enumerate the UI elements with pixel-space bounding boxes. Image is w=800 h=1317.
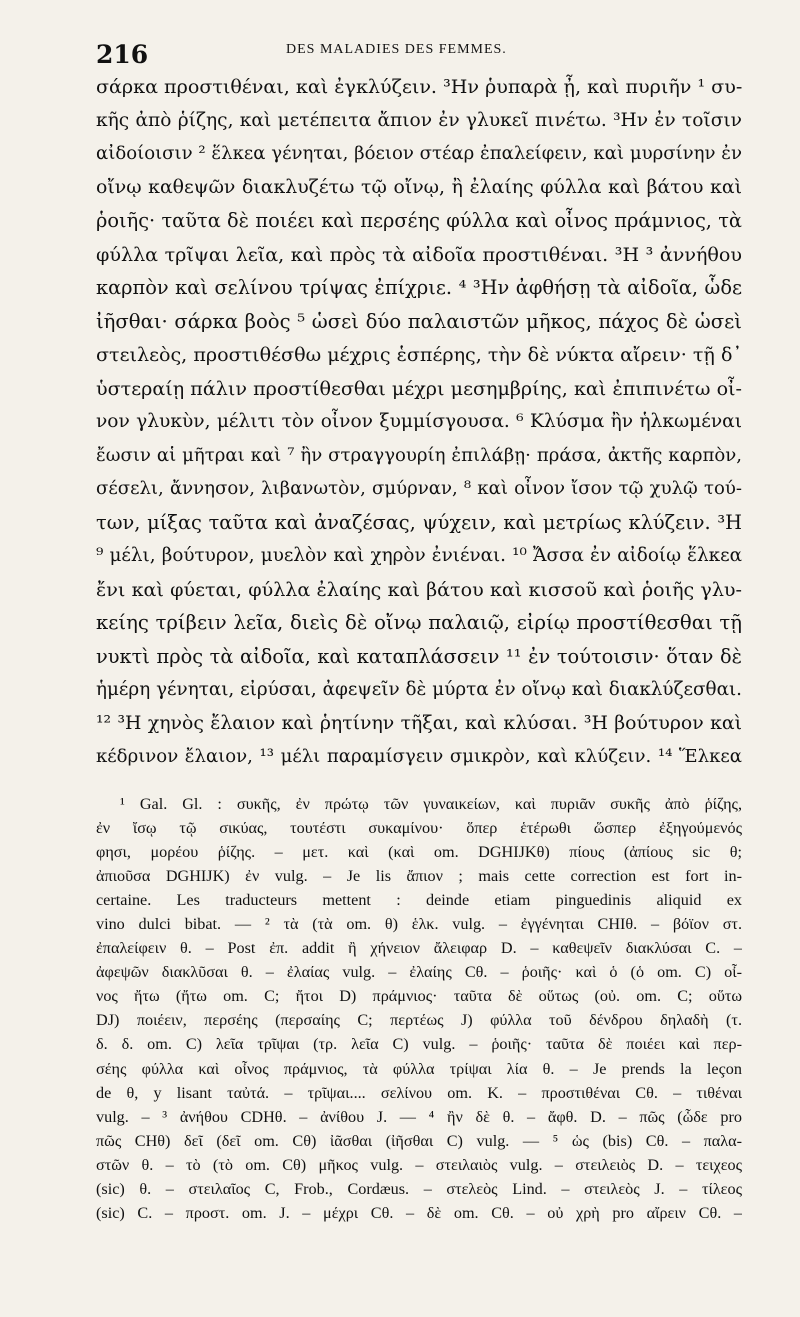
text-line: ⁹ μέλι, βούτυρον, μυελὸν καὶ χηρὸν ἐνιέναι. ¹⁰ Ἄσσα ἐν αἰδοίῳ ἕλκεα: [96, 545, 742, 566]
text-line: σέσελι, ἄννησον, λιβανωτὸν, σμύρναν, ⁸ καὶ οἶνον ἴσον τῷ χυλῷ τού-: [96, 478, 742, 499]
footnote-line: de θ, y lisant ταὐτά. – τρῖψαι.... σελίνου om. K. – προστιθέναι Cθ. – τιθέναι: [96, 1083, 742, 1102]
text-line: φύλλα τρῖψαι λεῖα, καὶ πρὸς τὰ αἰδοῖα προστιθέναι. ³Η ³ ἀννήθου: [96, 242, 742, 266]
text-line: νον γλυκὺν, μέλιτι τὸν οἶνον ξυμμίσγουσα. ⁶ Κλύσμα ἢν ἡλκωμέναι: [96, 411, 742, 432]
text-line: καρπὸν καὶ σελίνου τρίψας ἐπίχριε. ⁴ ³Ην ἀφθήσῃ τὰ αἰδοῖα, ὧδε: [96, 276, 742, 299]
text-line: κείης τρίβειν λεῖα, διεὶς δὲ οἴνῳ παλαιῷ, εἰρίῳ προστίθεσθαι τῇ: [96, 611, 742, 634]
text-line: οἴνῳ καθεψῶν διακλυζέτω τῷ οἴνῳ, ἢ ἐλαίης φύλλα καὶ βάτου καὶ: [96, 176, 742, 198]
footnote-line: vulg. – ³ ἀνήθου CDHθ. – ἀνίθου J. — ⁴ ἢν δὲ θ. – ἄφθ. D. – πῶς (ὧδε pro: [96, 1107, 742, 1126]
footnote-line: φησι, μορέου ῥίζης. – μετ. καὶ (καὶ om. DGHIJKθ) πίους (ἀπίους sic θ;: [96, 842, 742, 861]
footnote-line: certaine. Les traducteurs mettent : deinde etiam pinguedinis aliquid ex: [96, 890, 742, 909]
text-line: των, μίξας ταῦτα καὶ ἀναζέσας, ψύχειν, καὶ μετρίως κλύζειν. ³Η: [96, 510, 742, 534]
text-line: κέδρινον ἔλαιον, ¹³ μέλι παραμίσγειν σμικρὸν, καὶ κλύζειν. ¹⁴ Ἕλκεα: [96, 746, 742, 767]
footnote-line: πῶς CHθ) δεῖ (δεῖ om. Cθ) ἰᾶσθαι (ἰῆσθαι C) vulg. — ⁵ ὡς (bis) Cθ. – παλα-: [96, 1131, 742, 1150]
footnote-line: (sic) C. – προστ. om. J. – μέχρι Cθ. – δὲ om. Cθ. – οὐ χρὴ pro αἴρειν Cθ. –: [96, 1204, 742, 1223]
text-line: ὑστεραίῃ πάλιν προστίθεσθαι μέχρι μεσημβρίης, καὶ ἐπιπινέτω οἶ-: [96, 376, 742, 400]
footnote-line: σέης φύλλα καὶ οἶνος πράμνιος, τὰ φύλλα τρίψαι λία θ. – Je prends la leçon: [96, 1059, 742, 1078]
footnote-line: ἐν ἴσῳ τῷ σικύας, τουτέστι συκαμίνου· ὅπερ ἑτέρωθι ὥσπερ ἐξηγούμενός: [96, 818, 742, 837]
text-line: κῆς ἀπὸ ῥίζης, καὶ μετέπειτα ἄπιον ἐν γλυκεῖ πινέτω. ³Ην ἐν τοῖσιν: [96, 109, 742, 131]
footnote-line: DJ) ποιέειν, περσέης (περσαίης C; περτέως J) φύλλα τοῦ δένδρου δηλαδὴ (τ.: [96, 1011, 742, 1030]
footnote-line: δ. δ. om. C) λεῖα τρῖψαι (τρ. λεῖα C) vulg. – ῥοιῆς· ταῦτα δὲ ποιέει καὶ περ-: [96, 1035, 742, 1054]
text-line: ῥοιῆς· ταῦτα δὲ ποιέει καὶ περσέης φύλλα καὶ οἶνος πράμνιος, τὰ: [96, 209, 742, 232]
text-line: νυκτὶ πρὸς τὰ αἰδοῖα, καὶ καταπλάσσειν ¹¹ ἐν τούτοισιν· ὅταν δὲ: [96, 644, 742, 668]
running-head: DES MALADIES DES FEMMES.: [286, 42, 507, 57]
main-text: [96, 70, 742, 774]
text-line: ¹² ³Η χηνὸς ἔλαιον καὶ ῥητίνην τῆξαι, καὶ κλύσαι. ³Η βούτυρον καὶ: [96, 712, 742, 734]
page-header: [96, 36, 742, 70]
footnote-line: ἀπιοῦσα DGHIJK) ἐν vulg. – Je lis ἄπιον ; mais cette correction est fort in-: [96, 866, 742, 885]
text-line: ἡμέρη γένηται, εἰρύσαι, ἀφεψεῖν δὲ μύρτα ἐν οἴνῳ καὶ διακλύζεσθαι.: [96, 679, 742, 700]
text-line: ἔωσιν αἱ μῆτραι καὶ ⁷ ἢν στραγγουρίη ἐπιλάβῃ· πράσα, ἀκτῆς καρπὸν,: [96, 444, 742, 466]
text-line: ἰῆσθαι· σάρκα βοὸς ⁵ ὡσεὶ δύο παλαιστῶν μῆκος, πάχος δὲ ὡσεὶ: [96, 309, 742, 333]
page-number: 216: [96, 40, 149, 69]
footnotes: [96, 792, 742, 1226]
footnote-line: ἐπαλείφειν θ. – Post ἐπ. addit ἢ χήνειον ἄλειφαρ D. – καθεψεῖν διακλύσαι C. –: [96, 939, 742, 958]
footnote-line: (sic) θ. – στειλαῖος C, Frob., Cordæus. – στελεὸς Lind. – στειλεὸς J. – τίλεος: [96, 1180, 742, 1198]
text-line: στειλεὸς, προστιθέσθω μέχρις ἑσπέρης, τὴν δὲ νύκτα αἴρειν· τῇ δ᾽: [96, 343, 742, 366]
footnote-line: νος ἤτω (ἤτω om. C; ἤτοι D) πράμνιος· ταῦτα δὲ οὕτως (οὐ. om. C; οὕτω: [96, 987, 742, 1006]
footnote-line: vino dulci bibat. — ² τὰ (τὰ om. θ) ἑλκ. vulg. – ἐγγένηται CHIθ. – βόϊον στ.: [96, 914, 742, 933]
footnote-line: ¹ Gal. Gl. : συκῆς, ἐν πρώτῳ τῶν γυναικείων, καὶ πυριᾶν συκῆς ἀπὸ ῥίζης,: [120, 794, 742, 813]
text-line: αἰδοίοισιν ² ἕλκεα γένηται, βόειον στέαρ ἐπαλείφειν, καὶ μυρσίνην ἐν: [96, 143, 742, 164]
footnote-line: στῶν θ. – τὸ (τὸ om. Cθ) μῆκος vulg. – στειλαιὸς vulg. – στειλειὸς D. – τειχεος: [96, 1155, 742, 1174]
text-line: σάρκα προστιθέναι, καὶ ἐγκλύζειν. ³Ην ῥυπαρὰ ᾖ, καὶ πυριῆν ¹ συ-: [96, 75, 742, 98]
notes-separator: [96, 774, 742, 792]
footnote-line: ἀφεψῶν διακλῦσαι θ. – ἐλαίας vulg. – ἐλαίης Cθ. – ῥοιῆς· καὶ ὁ (ὁ om. C) οἶ-: [96, 963, 742, 982]
text-line: ἔνι καὶ φύεται, φύλλα ἐλαίης καὶ βάτου καὶ κισσοῦ καὶ ῥοιῆς γλυ-: [96, 577, 742, 601]
